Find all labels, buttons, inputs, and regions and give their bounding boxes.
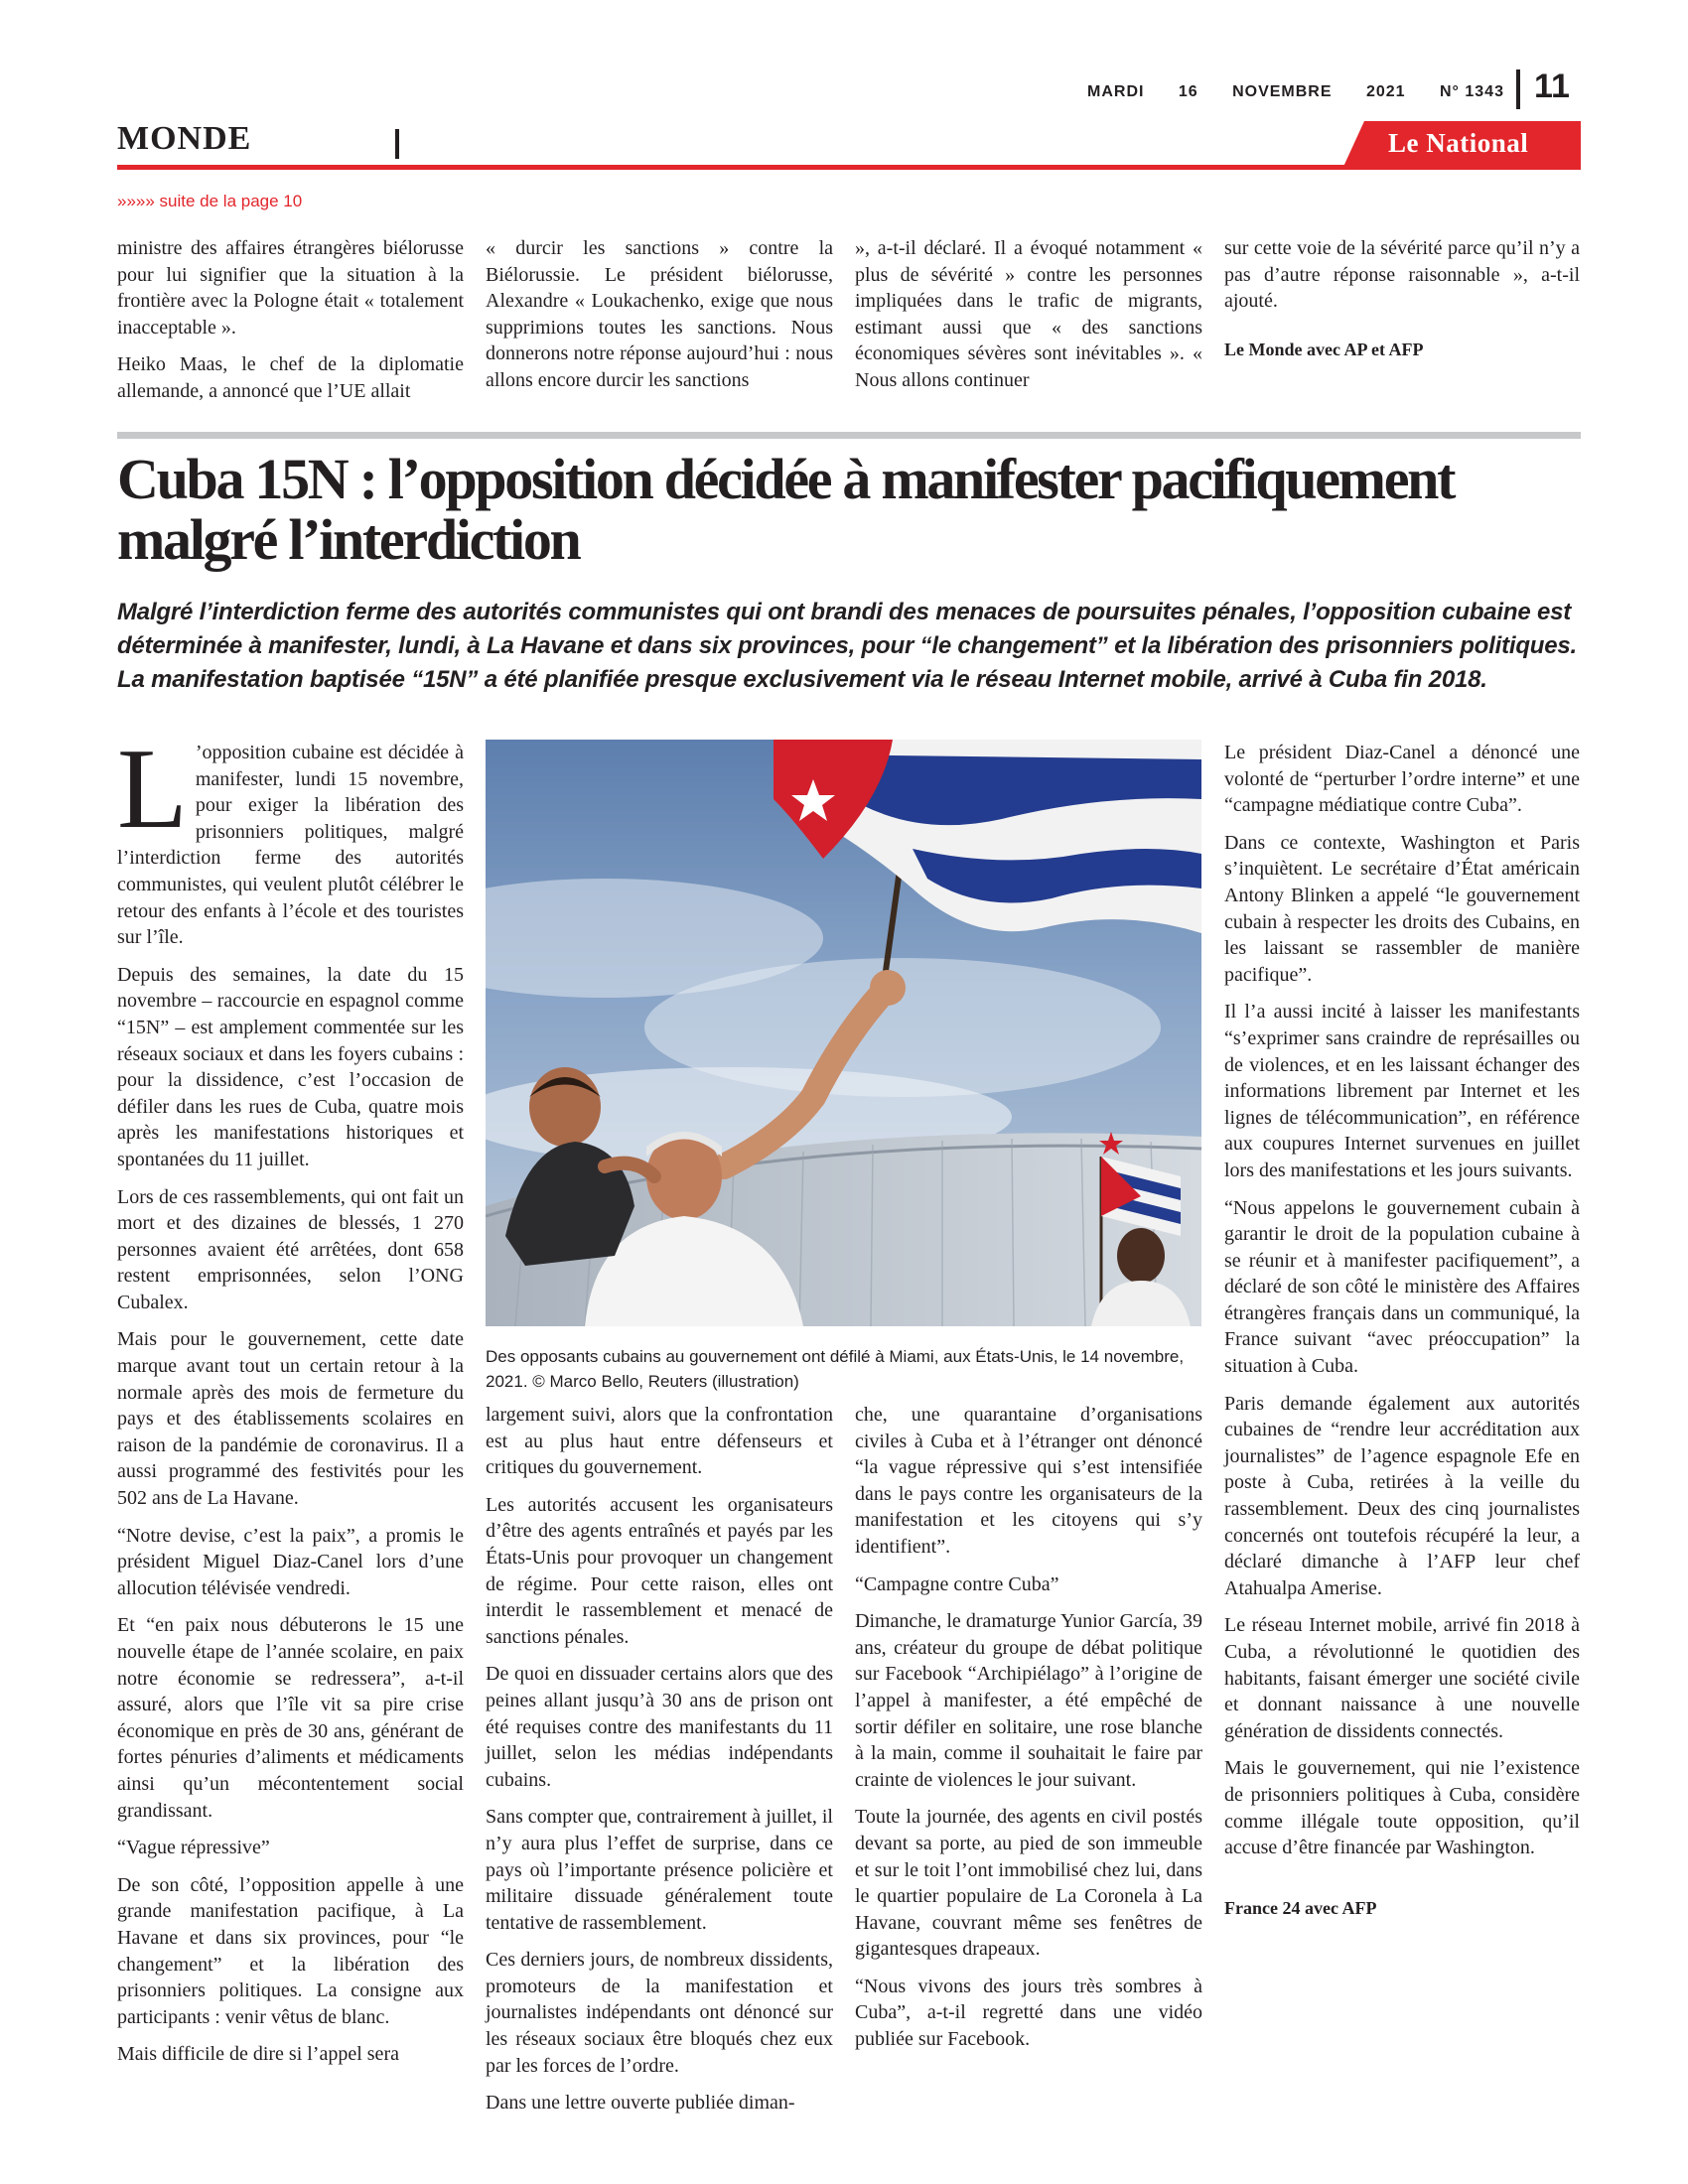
- paragraph: De son côté, l’opposition appelle à une grande manifestation pacifique, à La Havane et dans six provinces, pour “le changement” et la libération des prisonniers politiques. La consigne aux participants : venir vêtus de blanc.: [117, 1873, 464, 2028]
- paragraph: Sans compter que, contrairement à juillet, il n’y aura plus l’effet de surprise, dans ce pays où l’importante présence policière et militaire dissuade généralement toute tentative de rassemblement.: [486, 1806, 833, 1934]
- issue-day: MARDI: [1087, 83, 1145, 100]
- issue-month: NOVEMBRE: [1232, 83, 1333, 100]
- paragraph: Dans une lettre ouverte publiée diman-: [486, 2092, 795, 2115]
- article-column-4: [1224, 740, 1580, 1932]
- paragraph: Il l’a aussi incité à laisser les manifestants “s’exprimer sans craindre de représailles ou de violences, et en les laissant échanger des informations librement par Internet et les lignes de télécommunication”, en référence aux coupures Internet survenues en juillet lors des manifestations et les jours suivants.: [1224, 1001, 1580, 1181]
- section-marker: [395, 129, 399, 159]
- header-separator: [1516, 69, 1520, 109]
- paragraph: Lors de ces rassemblements, qui ont fait un mort et des dizaines de blessés, 1 270 personnes avaient été arrêtées, dont 658 restent emprisonnées, selon l’ONG Cubalex.: [117, 1185, 464, 1313]
- continuation-label: »»»» suite de la page 10: [117, 192, 303, 210]
- paragraph: che, une quarantaine d’organisations civiles à Cuba et à l’étranger ont dénoncé “la vague répressive qui s’est intensifiée dans le pays contre les organisateurs de la manifestation et les citoyens qui s’y identifient”.: [855, 1404, 1202, 1558]
- paragraph: Le réseau Internet mobile, arrivé fin 2018 à Cuba, a révolutionné le quotidien des habitants, faisant émerger une société civile et donnant naissance à une nouvelle génération de dissidents connectés.: [1224, 1614, 1580, 1742]
- brand-name: Le National: [1388, 128, 1529, 158]
- continuation-column-1: [117, 235, 464, 416]
- issue-date-line: [1087, 83, 1504, 101]
- first-paragraph: [117, 726, 464, 951]
- paragraph: Le président Diaz-Canel a dénoncé une volonté de “perturber l’ordre interne” et une “campagne médiatique contre Cuba”.: [1224, 742, 1580, 817]
- paragraph: Mais le gouvernement, qui nie l’existence de prisonniers politiques à Cuba, considère comme illégale toute opposition, qu’il accuse d’être financée par Washington.: [1224, 1757, 1580, 1859]
- article-divider: [117, 432, 1581, 439]
- continuation-column-4: [1224, 235, 1580, 373]
- protest-photo-illustration: [486, 740, 1201, 1326]
- article-column-3: [855, 1402, 1202, 2064]
- paragraph: De quoi en dissuader certains alors que des peines allant jusqu’à 30 ans de prison ont été requises contre des manifestants du 11 juillet, selon les médias indépendants cubains.: [486, 1663, 833, 1791]
- paragraph: Depuis des semaines, la date du 15 novembre – raccourcie en espagnol comme “15N” – est amplement commentée sur les réseaux sociaux et dans les foyers cubains : pour la dissidence, c’est l’occasion de défiler dans les rues de Cuba, quatre mois après les manifestations historiques et spontanées du 11 juillet.: [117, 963, 464, 1170]
- paragraph: », a-t-il déclaré. Il a évoqué notamment « plus de sévérité » contre les personnes impliquées dans le trafic de migrants, estimant aussi que « des sanctions économiques sévères sont inévitables ». « Nous allons continuer: [855, 237, 1202, 391]
- continuation-column-2: [486, 235, 833, 405]
- article-signature: France 24 avec AFP: [1224, 1897, 1377, 1918]
- header-rule: [117, 165, 1581, 170]
- paragraph: “Nous appelons le gouvernement cubain à garantir le droit de la population cubaine à se réunir et à manifester pacifiquement”, a déclaré de son côté le ministère des Affaires étrangères français dans un communiqué, la France suivant “avec préoccupation” la situation à Cuba.: [1224, 1196, 1580, 1378]
- article-photo: [486, 740, 1201, 1326]
- paragraph: largement suivi, alors que la confrontation est au plus haut entre défenseurs et critiques du gouvernement.: [486, 1404, 833, 1479]
- continuation-column-3: [855, 235, 1202, 405]
- paragraph: Heiko Maas, le chef de la diplomatie allemande, a annoncé que l’UE allait: [117, 353, 464, 402]
- drop-cap: L: [117, 726, 188, 853]
- continuation-signature: Le Monde avec AP et AFP: [1224, 339, 1424, 359]
- paragraph: « durcir les sanctions » contre la Biélorussie. Le président biélorusse, Alexandre « Loukachenko, exige que nous supprimions toutes les sanctions. Nous donnerons notre réponse aujourd’hui : nous allons encore durcir les sanctions: [486, 237, 833, 391]
- paragraph: Ces derniers jours, de nombreux dissidents, promoteurs de la manifestation et journalistes indépendants ont dénoncé sur les réseaux sociaux être bloqués chez eux par les forces de l’ordre.: [486, 1949, 833, 2077]
- paragraph: Mais difficile de dire si l’appel sera: [117, 2043, 399, 2066]
- article-lead: Malgré l’interdiction ferme des autorités communistes qui ont brandi des menaces de poursuites pénales, l’opposition cubaine est déterminée à manifester, lundi, à La Havane et dans six provinces, pour “le changement” et la libération des prisonniers politiques. La manifestation baptisée “15N” a été planifiée presque exclusivement via le réseau Internet mobile, arrivé à Cuba fin 2018.: [117, 599, 1578, 693]
- paragraph: “Nous vivons des jours très sombres à Cuba”, a-t-il regretté dans une vidéo publiée sur Facebook.: [855, 1975, 1202, 2051]
- first-paragraph-text: ’opposition cubaine est décidée à manifester, lundi 15 novembre, pour exiger la libération des prisonniers politiques, malgré l’interdiction ferme des autorités communistes, qui veulent plutôt célébrer le retour des enfants à l’école et des touristes sur l’île.: [117, 742, 464, 949]
- paragraph: Dans ce contexte, Washington et Paris s’inquiètent. Le secrétaire d’État américain Antony Blinken a appelé “le gouvernement cubain à respecter les droits des Cubains, en les laissant se rassembler de manière pacifique”.: [1224, 831, 1580, 986]
- subheading: “Vague répressive”: [117, 1837, 270, 1859]
- paragraph: “Notre devise, c’est la paix”, a promis le président Miguel Diaz-Canel lors d’une allocution télévisée vendredi.: [117, 1524, 464, 1599]
- paragraph: Mais pour le gouvernement, cette date marque avant tout un certain retour à la normale après des mois de fermeture du pays et des établissements scolaires en raison de la pandémie de coronavirus. Il a aussi programmé des festivités pour les 502 ans de La Havane.: [117, 1328, 464, 1510]
- article-column-1: [117, 726, 464, 2079]
- paragraph: Les autorités accusent les organisateurs d’être des agents entraînés et payés par les États-Unis pour provoquer un changement de régime. Pour cette raison, elles ont interdit le rassemblement et menacé de sanctions pénales.: [486, 1493, 833, 1648]
- paragraph: Et “en paix nous débuterons le 15 une nouvelle étape de l’année scolaire, en paix notre économie se redressera”, a-t-il assuré, alors que l’île vit sa pire crise économique en près de 30 ans, générant de fortes pénuries d’aliments et médicaments ainsi qu’un mécontentement social grandissant.: [117, 1614, 464, 1822]
- paragraph: Toute la journée, des agents en civil postés devant sa porte, au pied de son immeuble et sur le toit l’ont immobilisé chez lui, dans le quartier populaire de La Coronela à La Havane, couvrant même ses fenêtres de gigantesques drapeaux.: [855, 1806, 1202, 1961]
- photo-caption: Des opposants cubains au gouvernement ont défilé à Miami, aux États-Unis, le 14 novembre, 2021. © Marco Bello, Reuters (illustration): [486, 1347, 1185, 1391]
- article-headline: Cuba 15N : l’opposition décidée à manifester pacifiquement malgré l’interdiction: [117, 447, 1455, 572]
- paragraph: Paris demande également aux autorités cubaines de “rendre leur accréditation aux journalistes” de l’agence espagnole Efe en poste à Cuba, retirées à la veille du rassemblement. Deux des cinq journalistes concernés ont toutefois récupéré la leur, a déclaré dimanche à l’AFP leur chef Atahualpa Amerise.: [1224, 1392, 1580, 1599]
- issue-year: 2021: [1365, 83, 1406, 100]
- issue-date: 16: [1178, 83, 1198, 100]
- section-title: MONDE: [117, 120, 252, 157]
- page-number: 11: [1534, 68, 1570, 105]
- paragraph: ministre des affaires étrangères biélorusse pour lui signifier que la situation à la frontière avec la Pologne était « totalement inacceptable ».: [117, 237, 464, 339]
- subheading: “Campagne contre Cuba”: [855, 1572, 1059, 1595]
- issue-number: N° 1343: [1439, 83, 1504, 100]
- paragraph: Dimanche, le dramaturge Yunior García, 39 ans, créateur du groupe de débat politique sur Facebook “Archipiélago” à l’origine de l’appel à manifester, a été empêché de sortir défiler en solitaire, une rose blanche à la main, comme il souhaitait le faire par crainte de violences le jour suivant.: [855, 1610, 1202, 1791]
- article-column-2: [486, 1402, 833, 2127]
- paragraph: sur cette voie de la sévérité parce qu’il n’y a pas d’autre réponse raisonnable », a-t-il ajouté.: [1224, 237, 1580, 313]
